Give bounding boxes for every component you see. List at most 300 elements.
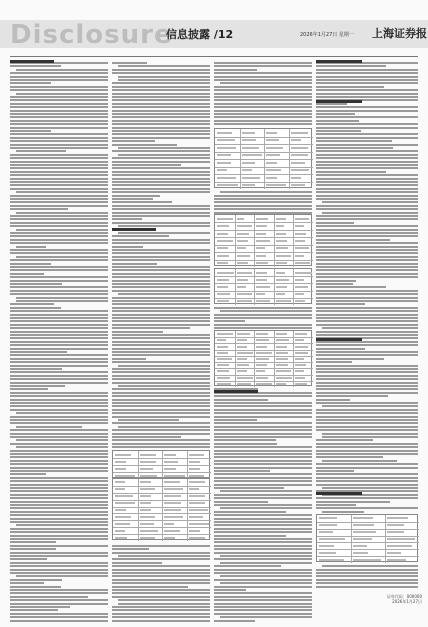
text-line [214,473,312,475]
text-line [10,276,108,278]
text-line [214,76,312,78]
table-rule [187,479,188,541]
text-line [112,110,210,112]
text-line [10,395,108,397]
data-table [112,450,210,478]
text-line [10,235,108,237]
text-line [214,62,312,64]
table-cell [115,481,125,483]
text-line [316,507,418,509]
text-line [10,429,108,431]
text-line [10,269,108,271]
table-cell [266,169,281,171]
text-line [112,429,210,431]
table-cell [387,559,406,561]
table-rule [215,237,313,238]
table-cell [256,286,270,288]
text-line [316,191,418,193]
text-line [112,113,210,115]
text-line [316,110,418,112]
text-line [316,89,418,91]
text-line [112,402,210,404]
table-cell [217,383,231,385]
text-line [214,592,312,594]
text-line [214,409,312,411]
text-line [214,521,312,523]
table-cell [237,218,245,220]
text-line [316,127,418,129]
table-rule [215,222,313,223]
text-line [112,195,160,197]
table-cell [237,339,247,341]
text-line [220,616,312,618]
text-line [316,218,418,220]
text-line [214,99,312,101]
table-cell [237,255,250,257]
text-line [10,514,108,516]
text-line [10,317,108,319]
table-cell [217,293,230,295]
table-rule [317,542,419,543]
text-line [10,487,108,489]
table-cell [217,352,228,354]
text-line [10,225,108,227]
text-line [10,552,108,554]
text-line [112,348,210,350]
text-line [10,405,108,407]
table-cell [115,530,125,532]
text-line [10,174,108,176]
text-line [112,337,210,339]
text-line [112,592,210,594]
table-cell [256,247,265,249]
table-cell [291,177,301,179]
section-heading [316,492,362,495]
table-cell [256,377,268,379]
table-cell [164,481,180,483]
table-cell [276,218,287,220]
table-cell [291,147,308,149]
table-rule [215,381,313,382]
text-line [10,351,67,353]
text-line [214,535,286,537]
text-line [316,365,418,367]
text-line [10,620,108,622]
text-line [10,72,108,74]
text-line [118,76,210,78]
text-line [316,93,418,95]
table-cell [217,184,238,186]
table-rule [215,356,313,357]
section-heading [112,228,156,231]
text-line [10,144,108,146]
text-line [316,235,418,237]
text-line [10,337,108,339]
table-cell [237,370,247,372]
text-line [10,497,108,499]
table-cell [242,177,261,179]
table-cell [291,132,308,134]
text-line [10,252,108,254]
text-line [316,456,383,458]
text-line [10,518,108,520]
text-line [112,178,210,180]
table-rule [215,375,313,376]
text-line [10,157,108,159]
table-cell [276,358,288,360]
text-line [316,575,418,577]
table-cell [164,475,185,477]
text-line [112,235,169,237]
table-cell [295,370,304,372]
text-line [112,361,210,363]
text-line [214,586,312,588]
table-cell [276,279,289,281]
text-line [112,416,210,418]
text-line [112,82,210,84]
table-cell [217,300,229,302]
text-line [214,531,312,533]
table-cell [256,218,268,220]
table-cell [164,537,175,539]
text-line [10,545,108,547]
table-cell [217,364,229,366]
text-line [112,198,153,200]
table-cell [295,352,308,354]
text-line [214,395,312,397]
text-line [220,507,312,509]
text-line [214,317,312,319]
text-line [316,344,418,346]
table-cell [164,495,181,497]
text-line [10,535,108,537]
text-line [316,283,353,285]
text-line [112,375,210,377]
text-line [214,436,312,438]
text-line [112,439,210,441]
text-line [10,181,108,183]
text-line [214,609,312,611]
text-line [322,565,418,567]
text-line [214,528,312,530]
text-line [10,242,108,244]
text-line [214,327,312,329]
table-cell [266,162,277,164]
table-cell [189,509,208,511]
table-cell [276,293,285,295]
text-line [112,123,210,125]
text-line [10,344,108,346]
text-line [214,494,312,496]
table-cell [237,279,248,281]
text-line [10,76,108,78]
table-cell [237,352,254,354]
section-heading [316,60,362,63]
text-line [112,300,210,302]
table-cell [295,293,304,295]
text-line [214,569,312,571]
text-line [112,572,210,574]
text-line [118,65,210,67]
text-line [112,171,210,173]
table-cell [237,346,247,348]
masthead [0,12,428,52]
text-line [316,249,418,251]
text-line [112,137,210,139]
text-line [10,538,108,540]
text-line [214,416,312,418]
table-cell [140,481,151,483]
table-rule [215,245,313,246]
text-line [10,616,108,618]
text-line [214,548,312,550]
text-line [316,480,418,482]
text-line [112,314,210,316]
text-line [112,242,210,244]
text-line [214,123,312,125]
issue-date: 2026年1月27日 星期一 [300,32,354,38]
table-cell [140,468,153,470]
text-line [10,555,108,557]
text-line [316,395,388,397]
text-line [112,259,210,261]
text-line [112,256,210,258]
text-line [112,120,210,122]
text-line [214,443,277,445]
table-cell [140,454,156,456]
text-line [316,412,418,414]
text-line [112,276,210,278]
table-cell [387,517,408,519]
text-line [118,603,210,605]
text-line [214,426,312,428]
text-line [316,276,418,278]
text-line [10,358,108,360]
text-line [112,351,210,353]
text-line [10,382,108,384]
text-line [10,239,108,241]
table-rule [215,230,313,231]
table-cell [164,454,176,456]
table-cell [353,531,376,533]
table-cell [140,488,156,490]
text-line [112,596,210,598]
text-line [316,388,418,390]
text-line [10,198,108,200]
table-cell [295,346,308,348]
text-line [214,484,312,486]
table-cell [115,468,126,470]
text-line [112,252,210,254]
table-cell [242,147,259,149]
text-line [316,467,418,469]
text-line [10,480,108,482]
text-line [16,191,108,193]
table-rule [293,331,294,387]
text-line [16,229,108,231]
table-cell [217,247,228,249]
table-cell [115,454,131,456]
table-cell [276,364,289,366]
text-line [10,453,108,455]
table-cell [295,240,305,242]
text-line [10,133,108,135]
text-line [316,69,418,71]
text-line [214,501,268,503]
text-line [316,269,418,271]
data-table [214,330,312,386]
table-cell [164,502,181,504]
text-line [316,429,418,431]
text-line [112,212,210,214]
text-line [214,113,312,115]
table-cell [353,552,368,554]
text-line [316,154,418,156]
text-line [112,395,210,397]
text-line [10,106,108,108]
text-line [316,188,418,190]
data-table [214,268,312,304]
text-line [10,603,108,605]
text-line [316,409,418,411]
table-cell [276,255,291,257]
table-cell [256,339,268,341]
text-line [10,195,108,197]
table-cell [164,516,183,518]
section-heading [214,390,258,393]
text-line [316,106,418,108]
text-line [112,589,210,591]
table-cell [237,225,253,227]
table-cell [237,333,251,335]
text-line [10,378,108,380]
text-line [214,450,312,452]
text-line [10,473,46,475]
text-line [10,324,108,326]
table-cell [276,225,284,227]
table-cell [256,383,272,385]
text-line [214,518,312,520]
text-line [214,504,312,506]
text-line [220,490,312,492]
table-cell [256,255,266,257]
masthead-wordmark: Disclosure [10,20,173,50]
table-rule [254,331,255,387]
table-cell [217,333,233,335]
text-line [316,446,418,448]
table-cell [217,279,229,281]
text-line [10,402,108,404]
text-line [10,201,108,203]
text-line [214,470,270,472]
table-cell [256,346,267,348]
text-line [316,76,418,78]
table-cell [115,475,135,477]
text-line [112,433,210,435]
text-line [118,79,210,81]
text-line [316,419,418,421]
table-cell [140,475,158,477]
text-line [16,256,108,258]
text-line [316,286,386,288]
table-rule [274,215,275,267]
text-line [10,511,108,513]
text-line [214,480,312,482]
table-cell [164,461,178,463]
table-cell [217,154,231,156]
table-rule [215,368,313,369]
text-line [322,405,418,407]
table-cell [387,538,415,540]
text-line [10,290,108,292]
data-table [112,478,210,540]
text-line [214,596,312,598]
table-rule [293,269,294,305]
text-line [316,280,356,282]
text-line [316,140,392,142]
text-line [10,113,108,115]
text-line [112,72,210,74]
table-cell [291,169,310,171]
text-line [10,548,56,550]
text-line [214,399,268,401]
text-line [316,82,418,84]
text-line [316,453,418,455]
table-cell [256,225,267,227]
table-cell [237,364,249,366]
text-line [118,419,179,421]
table-cell [115,509,126,511]
text-line [10,320,108,322]
text-line [214,487,284,489]
text-line [112,263,157,265]
text-line [10,123,108,125]
text-line [112,246,143,248]
text-line [10,484,108,486]
text-line [10,249,108,251]
text-line [10,613,108,615]
text-line [316,582,418,584]
text-line [316,181,418,183]
text-line [316,225,418,227]
table-cell [387,524,404,526]
text-line [214,96,312,98]
text-line [316,382,418,384]
text-line [112,201,172,203]
text-line [112,133,210,135]
table-cell [189,488,199,490]
text-line [16,426,82,428]
table-cell [242,139,257,141]
text-line [316,450,418,452]
text-line [214,116,312,118]
footer-line: 2026年1月27日 [392,599,422,604]
table-rule [385,515,386,563]
text-line [316,144,418,146]
text-line [112,412,210,414]
text-line [112,565,210,567]
table-cell [217,262,228,264]
text-line [214,538,312,540]
table-cell [140,530,159,532]
text-line [316,416,418,418]
text-line [112,341,210,343]
table-cell [217,177,236,179]
text-line [322,327,418,329]
text-line [10,259,108,261]
table-cell [217,339,226,341]
text-line [10,137,108,139]
